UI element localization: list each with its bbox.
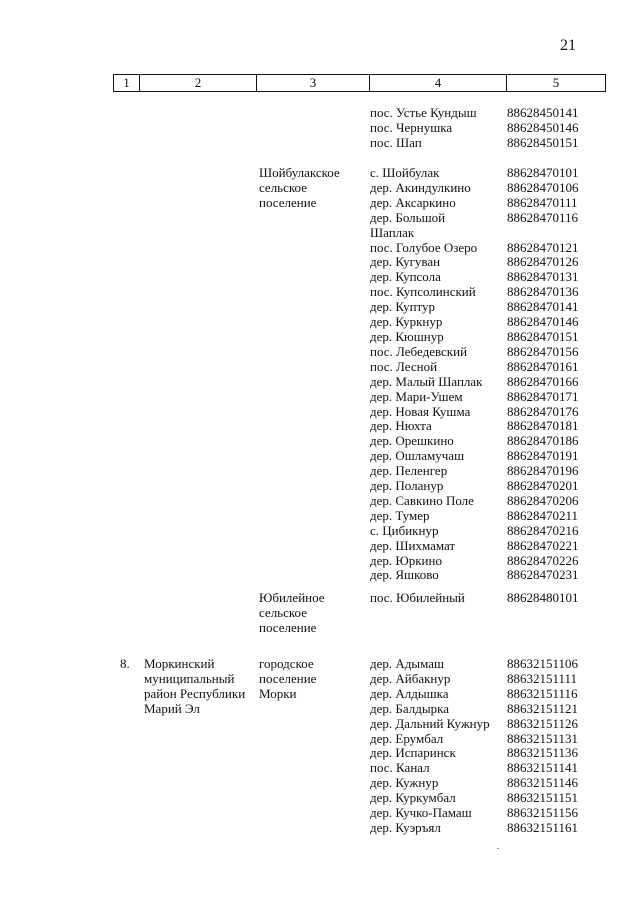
locality-row (370, 657, 610, 672)
locality-name: пос. Чернушка (370, 119, 453, 135)
header-col-4: 4 (370, 75, 507, 91)
locality-name: дер. Большой Шаплак (370, 209, 446, 240)
locality-name: дер. Савкино Поле (370, 492, 474, 508)
oktmo-code: 88628470161 (507, 358, 579, 374)
oktmo-code: 88628470211 (507, 507, 579, 523)
locality-name: пос. Купсолинский (370, 284, 476, 300)
locality-name: дер. Акиндулкино (370, 179, 471, 195)
table-header (113, 74, 606, 92)
locality-name: дер. Малый Шаплак (370, 373, 483, 389)
locality-row (370, 405, 610, 420)
locality-row (370, 591, 610, 606)
locality-name: дер. Айбакнур (370, 670, 451, 686)
oktmo-code: 88628470131 (507, 269, 579, 285)
oktmo-code: 88632151116 (507, 685, 578, 701)
locality-name: дер. Куркнур (370, 314, 443, 330)
locality-row (370, 211, 610, 241)
locality-name: дер. Яшково (370, 567, 439, 583)
locality-name: пос. Шап (370, 134, 422, 150)
locality-name: пос. Голубое Озеро (370, 239, 478, 255)
locality-row (370, 345, 610, 360)
locality-row (370, 390, 610, 405)
locality-row (370, 524, 610, 539)
oktmo-code: 88628470226 (507, 552, 579, 568)
oktmo-code: 88628470101 (507, 165, 579, 180)
locality-name: дер. Испаринск (370, 745, 456, 761)
oktmo-code: 88628470206 (507, 492, 579, 508)
locality-name: с. Шойбулак (370, 165, 440, 180)
locality-row (370, 791, 610, 806)
district-name: Моркинский муниципальный район Республики Марий Эл (144, 656, 246, 716)
locality-row (370, 554, 610, 569)
locality-row (370, 330, 610, 345)
header-col-5: 5 (552, 75, 560, 90)
locality-name: пос. Юбилейный (370, 590, 465, 605)
oktmo-code: 88628450146 (507, 119, 579, 135)
locality-row (370, 702, 610, 717)
oktmo-code: 88628470141 (507, 299, 579, 315)
settlement-name: городское поселение Морки (259, 656, 317, 701)
oktmo-code: 88628470176 (507, 403, 579, 419)
locality-row (370, 568, 610, 583)
locality-row (370, 717, 610, 732)
locality-list (370, 166, 610, 583)
locality-name: дер. Нюхта (370, 418, 432, 434)
locality-name: дер. Поланур (370, 478, 444, 494)
locality-row (370, 166, 610, 181)
locality-name: дер. Куэръял (370, 819, 441, 835)
locality-row (370, 419, 610, 434)
oktmo-code: 88632151146 (507, 775, 579, 791)
locality-name: пос. Лебедевский (370, 343, 468, 359)
locality-list (370, 106, 610, 151)
oktmo-code: 88628470126 (507, 254, 579, 270)
locality-name: дер. Орешкино (370, 433, 454, 449)
locality-name: дер. Кугуван (370, 254, 441, 270)
oktmo-code: 88628470146 (507, 314, 579, 330)
locality-row (370, 315, 610, 330)
oktmo-code: 88628450141 (507, 105, 579, 120)
locality-row (370, 479, 610, 494)
locality-row (370, 285, 610, 300)
locality-list (370, 657, 610, 836)
locality-name: дер. Тумер (370, 507, 430, 523)
locality-name: дер. Куркумбал (370, 790, 456, 806)
locality-name: дер. Новая Кушма (370, 403, 471, 419)
oktmo-code: 88632151111 (507, 670, 578, 686)
oktmo-code: 88632151131 (507, 730, 579, 746)
header-col-1: 1 (114, 75, 140, 91)
oktmo-code: 88628470156 (507, 343, 579, 359)
oktmo-code: 88632151141 (507, 760, 579, 776)
header-col-2: 2 (140, 75, 257, 91)
oktmo-code: 88632151136 (507, 745, 579, 761)
locality-row (370, 360, 610, 375)
page-number: 21 (560, 37, 576, 54)
locality-row (370, 539, 610, 554)
locality-name: с. Цибикнур (370, 522, 439, 538)
locality-row (370, 121, 610, 136)
oktmo-code: 88628470201 (507, 478, 579, 494)
locality-name: дер. Алдышка (370, 685, 449, 701)
oktmo-code: 88632151156 (507, 805, 579, 821)
locality-name: пос. Лесной (370, 358, 438, 374)
locality-name: дер. Аксаркино (370, 194, 456, 210)
locality-row (370, 806, 610, 821)
oktmo-code: 88628470136 (507, 284, 579, 300)
locality-name: дер. Адымаш (370, 656, 445, 671)
oktmo-code: 88628470166 (507, 373, 579, 389)
header-col-3: 3 (257, 75, 370, 91)
locality-name: дер. Ерумбал (370, 730, 444, 746)
locality-name: пос. Устье Кундыш (370, 105, 477, 120)
locality-name: дер. Кужнур (370, 775, 439, 791)
locality-name: дер. Ошламучаш (370, 448, 465, 464)
settlement-name: Шойбулакское сельское поселение (259, 165, 340, 210)
locality-name: дер. Шихмамат (370, 537, 456, 553)
locality-row (370, 106, 610, 121)
locality-row (370, 300, 610, 315)
locality-row (370, 509, 610, 524)
oktmo-code: 88632151151 (507, 790, 579, 806)
locality-name: дер. Кучко-Памаш (370, 805, 472, 821)
locality-row (370, 732, 610, 747)
oktmo-code: 88628470196 (507, 463, 579, 479)
locality-name: дер. Юркино (370, 552, 442, 568)
oktmo-code: 88628470106 (507, 179, 579, 195)
oktmo-code: 88628470171 (507, 388, 579, 404)
oktmo-code: 88628470221 (507, 537, 579, 553)
locality-name: дер. Кюшнур (370, 328, 444, 344)
locality-row (370, 241, 610, 256)
row-number: 8. (120, 656, 130, 671)
locality-name: дер. Купсола (370, 269, 441, 285)
oktmo-code: 88632151126 (507, 715, 579, 731)
locality-name: дер. Куптур (370, 299, 436, 315)
oktmo-code: 88628470181 (507, 418, 579, 434)
locality-name: дер. Дальний Кужнур (370, 715, 490, 731)
oktmo-code: 88628480101 (507, 590, 579, 605)
locality-row (370, 464, 610, 479)
locality-row (370, 821, 610, 836)
settlement-name: Юбилейное сельское поселение (259, 590, 325, 635)
locality-row (370, 494, 610, 509)
locality-row (370, 255, 610, 270)
locality-row (370, 761, 610, 776)
locality-row (370, 449, 610, 464)
oktmo-code: 88628470231 (507, 567, 579, 583)
locality-row (370, 746, 610, 761)
oktmo-code: 88628470216 (507, 522, 579, 538)
oktmo-code: 88628470151 (507, 328, 579, 344)
locality-row (370, 672, 610, 687)
locality-row (370, 136, 610, 151)
oktmo-code: 88628470191 (507, 448, 579, 464)
locality-row (370, 375, 610, 390)
oktmo-code: 88628470116 (507, 209, 579, 225)
oktmo-code: 88628470186 (507, 433, 579, 449)
locality-row (370, 196, 610, 211)
locality-name: пос. Канал (370, 760, 430, 776)
locality-row (370, 434, 610, 449)
oktmo-code: 88628450151 (507, 134, 579, 150)
locality-row (370, 181, 610, 196)
locality-row (370, 776, 610, 791)
locality-list (370, 591, 610, 606)
locality-name: дер. Пеленгер (370, 463, 448, 479)
scan-speck (497, 848, 499, 849)
locality-name: дер. Мари-Ушем (370, 388, 463, 404)
oktmo-code: 88628470111 (507, 194, 578, 210)
locality-row (370, 687, 610, 702)
locality-name: дер. Балдырка (370, 700, 449, 716)
oktmo-code: 88632151106 (507, 656, 579, 671)
oktmo-code: 88632151161 (507, 819, 579, 835)
locality-row (370, 270, 610, 285)
oktmo-code: 88632151121 (507, 700, 579, 716)
oktmo-code: 88628470121 (507, 239, 579, 255)
